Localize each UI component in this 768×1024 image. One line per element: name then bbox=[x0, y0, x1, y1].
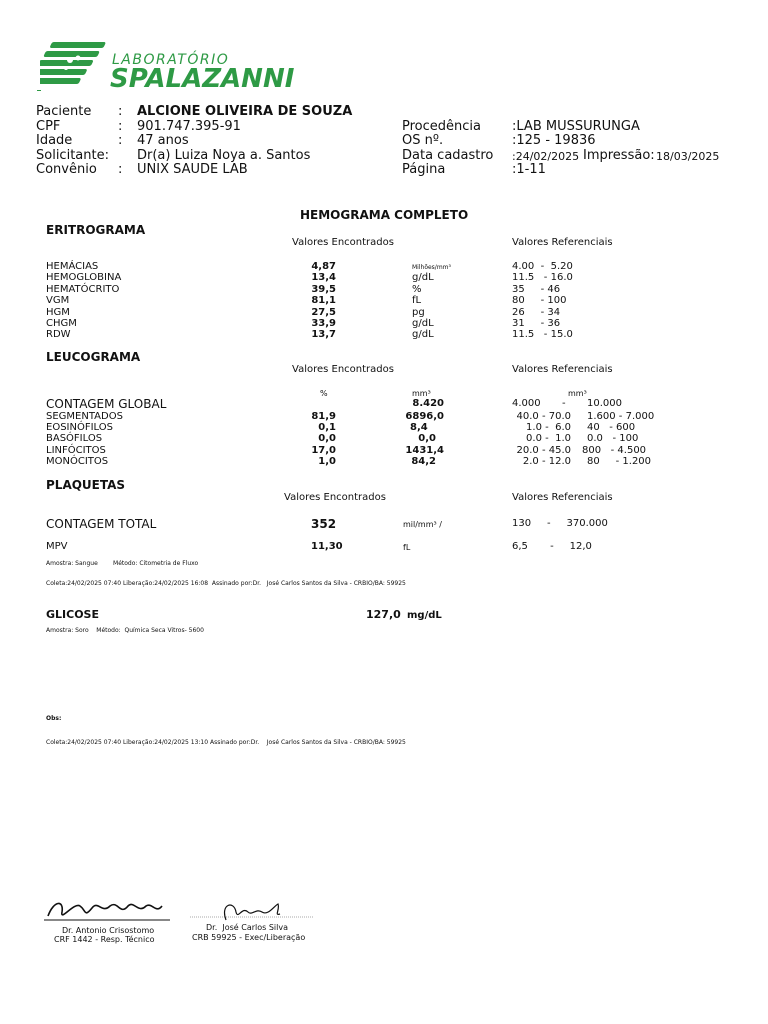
found-header: Valores Encontrados bbox=[292, 364, 394, 375]
row-ref-pct: 40.0 - 70.0 bbox=[516, 411, 571, 422]
row-ref-pct: 0.0 - 1.0 bbox=[526, 433, 571, 444]
colon: : bbox=[118, 119, 123, 134]
mm3-ref-header: mm³ bbox=[568, 389, 587, 398]
row-value: 33,9 bbox=[311, 318, 336, 329]
row-value: 39,5 bbox=[311, 284, 336, 295]
idade-label: Idade bbox=[36, 133, 73, 148]
row-abs: 0,0 bbox=[418, 433, 436, 444]
row-pct: 1,0 bbox=[318, 456, 336, 467]
row-value: 81,1 bbox=[311, 295, 336, 306]
contagem-total-label: CONTAGEM TOTAL bbox=[46, 517, 157, 531]
eritrograma-title: ERITROGRAMA bbox=[46, 223, 146, 237]
lab-name-line1: LABORATÓRIO bbox=[112, 52, 230, 68]
paciente-value: ALCIONE OLIVEIRA DE SOUZA bbox=[137, 104, 353, 119]
mpv-value: 11,30 bbox=[311, 541, 343, 552]
row-ref-pct: 1.0 - 6.0 bbox=[526, 422, 571, 433]
idade-value: 47 anos bbox=[137, 133, 189, 148]
contagem-total-ref: 130 - 370.000 bbox=[512, 518, 608, 529]
hemograma-title: HEMOGRAMA COMPLETO bbox=[300, 208, 469, 222]
row-unit: g/dL bbox=[412, 318, 434, 329]
row-value: 13,7 bbox=[311, 329, 336, 340]
os-value: :125 - 19836 bbox=[512, 133, 596, 148]
row-ref: 4.00 - 5.20 bbox=[512, 261, 573, 272]
row-unit: Milhões/mm³ bbox=[412, 264, 451, 271]
row-abs: 6896,0 bbox=[405, 411, 444, 422]
mpv-label: MPV bbox=[46, 541, 68, 552]
cpf-label: CPF bbox=[36, 119, 61, 134]
row-name: CHGM bbox=[46, 318, 77, 329]
contagem-global-ref-sep: - bbox=[562, 398, 566, 409]
colon: : bbox=[118, 133, 123, 148]
ref-header: Valores Referenciais bbox=[512, 237, 613, 248]
row-ref-abs: 80 - 1.200 bbox=[587, 456, 652, 467]
solicitante-label: Solicitante: bbox=[36, 148, 109, 163]
row-unit: pg bbox=[412, 307, 425, 318]
paciente-label: Paciente bbox=[36, 104, 92, 119]
row-pct: 0,0 bbox=[318, 433, 336, 444]
contagem-total-value: 352 bbox=[311, 517, 337, 531]
row-name: HEMOGLOBINA bbox=[46, 272, 122, 283]
row-ref-pct: 2.0 - 12.0 bbox=[522, 456, 571, 467]
contagem-global-ref-min: 4.000 bbox=[512, 398, 541, 409]
row-ref-abs: 800 - 4.500 bbox=[582, 445, 647, 456]
row-name: BASÓFILOS bbox=[46, 433, 103, 444]
pagina-label: Página bbox=[402, 162, 446, 177]
row-abs: 8,4 bbox=[410, 422, 428, 433]
cadastro-value: :24/02/2025 bbox=[512, 150, 580, 163]
cadastro-label: Data cadastro bbox=[402, 148, 494, 163]
mm3-header: mm³ bbox=[412, 389, 431, 398]
glicose-amostra: Amostra: Soro Método: Química Seca Vitros- 5600 bbox=[46, 627, 204, 634]
plaquetas-title: PLAQUETAS bbox=[46, 478, 126, 492]
glicose-coleta: Coleta:24/02/2025 07:40 Liberação:24/02/2025 13:10 Assinado por:Dr. José Carlos Santos da Silva - CRBIO/BA: 59925 bbox=[46, 739, 406, 746]
row-ref: 26 - 34 bbox=[512, 307, 561, 318]
convenio-label: Convênio bbox=[36, 162, 97, 177]
contagem-total-unit: mil/mm³ / bbox=[403, 520, 442, 529]
ref-header: Valores Referenciais bbox=[512, 364, 613, 375]
row-ref: 11.5 - 16.0 bbox=[512, 272, 573, 283]
row-ref-abs: 0.0 - 100 bbox=[587, 433, 639, 444]
row-name: HEMÁCIAS bbox=[46, 261, 99, 272]
found-header: Valores Encontrados bbox=[292, 237, 394, 248]
row-pct: 81,9 bbox=[311, 411, 336, 422]
row-ref: 11.5 - 15.0 bbox=[512, 329, 573, 340]
mpv-unit: fL bbox=[403, 543, 411, 552]
pagina-value: :1-11 bbox=[512, 162, 546, 177]
logo-underline bbox=[37, 90, 41, 91]
procedencia-value: :LAB MUSSURUNGA bbox=[512, 119, 640, 134]
contagem-global-value: 8.420 bbox=[412, 398, 444, 409]
row-name: EOSINÓFILOS bbox=[46, 422, 113, 433]
row-name: RDW bbox=[46, 329, 71, 340]
row-abs: 1431,4 bbox=[405, 445, 444, 456]
glicose-unit: mg/dL bbox=[407, 610, 442, 621]
ref-header: Valores Referenciais bbox=[512, 492, 613, 503]
signature-1 bbox=[40, 892, 180, 926]
row-ref-abs: 1.600 - 7.000 bbox=[587, 411, 655, 422]
sig2-role: CRB 59925 - Exec/Liberação bbox=[192, 933, 306, 942]
contagem-global-label: CONTAGEM GLOBAL bbox=[46, 397, 167, 411]
signature-scribble-icon bbox=[40, 892, 180, 926]
hemograma-amostra: Amostra: Sangue Método: Citometria de Fluxo bbox=[46, 560, 199, 567]
row-unit: % bbox=[412, 284, 422, 295]
row-name: LINFÓCITOS bbox=[46, 445, 106, 456]
convenio-value: UNIX SAUDE LAB bbox=[137, 162, 248, 177]
os-label: OS nº. bbox=[402, 133, 444, 148]
row-name: SEGMENTADOS bbox=[46, 411, 123, 422]
glicose-title: GLICOSE bbox=[46, 608, 99, 621]
row-pct: 17,0 bbox=[311, 445, 336, 456]
impressao-label: Impressão: bbox=[583, 148, 655, 163]
row-ref-pct: 20.0 - 45.0 bbox=[516, 445, 571, 456]
lab-name-line2: SPALAZANNI bbox=[110, 64, 295, 94]
row-ref: 80 - 100 bbox=[512, 295, 567, 306]
row-unit: g/dL bbox=[412, 272, 434, 283]
row-abs: 84,2 bbox=[411, 456, 436, 467]
row-name: VGM bbox=[46, 295, 70, 306]
row-value: 27,5 bbox=[311, 307, 336, 318]
found-header: Valores Encontrados bbox=[284, 492, 386, 503]
row-value: 4,87 bbox=[311, 261, 336, 272]
row-pct: 0,1 bbox=[318, 422, 336, 433]
pct-header: % bbox=[320, 389, 328, 398]
sig1-name: Dr. Antonio Crisostomo bbox=[62, 926, 155, 935]
row-ref: 35 - 46 bbox=[512, 284, 561, 295]
row-unit: g/dL bbox=[412, 329, 434, 340]
procedencia-label: Procedência bbox=[402, 119, 481, 134]
mpv-ref: 6,5 - 12,0 bbox=[512, 541, 592, 552]
row-name: MONÓCITOS bbox=[46, 456, 109, 467]
contagem-global-ref-max: 10.000 bbox=[587, 398, 622, 409]
cpf-value: 901.747.395-91 bbox=[137, 119, 241, 134]
impressao-value: 18/03/2025 bbox=[656, 150, 720, 163]
sig2-name: Dr. José Carlos Silva bbox=[206, 923, 288, 932]
solicitante-value: Dr(a) Luiza Noya a. Santos bbox=[137, 148, 311, 163]
row-value: 13,4 bbox=[311, 272, 336, 283]
row-unit: fL bbox=[412, 295, 422, 306]
sig1-role: CRF 1442 - Resp. Técnico bbox=[54, 935, 155, 944]
obs-label: Obs: bbox=[46, 715, 62, 722]
colon: : bbox=[118, 162, 123, 177]
row-name: HEMATÓCRITO bbox=[46, 284, 120, 295]
signature-2 bbox=[190, 898, 320, 924]
colon: : bbox=[118, 104, 123, 119]
hemograma-coleta: Coleta:24/02/2025 07:40 Liberação:24/02/2025 16:08 Assinado por:Dr. José Carlos Santos da Silva - CRBIO/BA: 59925 bbox=[46, 580, 406, 587]
signature-scribble-icon bbox=[190, 898, 320, 924]
row-name: HGM bbox=[46, 307, 70, 318]
glicose-value: 127,0 bbox=[366, 608, 401, 621]
row-ref-abs: 40 - 600 bbox=[587, 422, 636, 433]
leucograma-title: LEUCOGRAMA bbox=[46, 350, 141, 364]
row-ref: 31 - 36 bbox=[512, 318, 561, 329]
